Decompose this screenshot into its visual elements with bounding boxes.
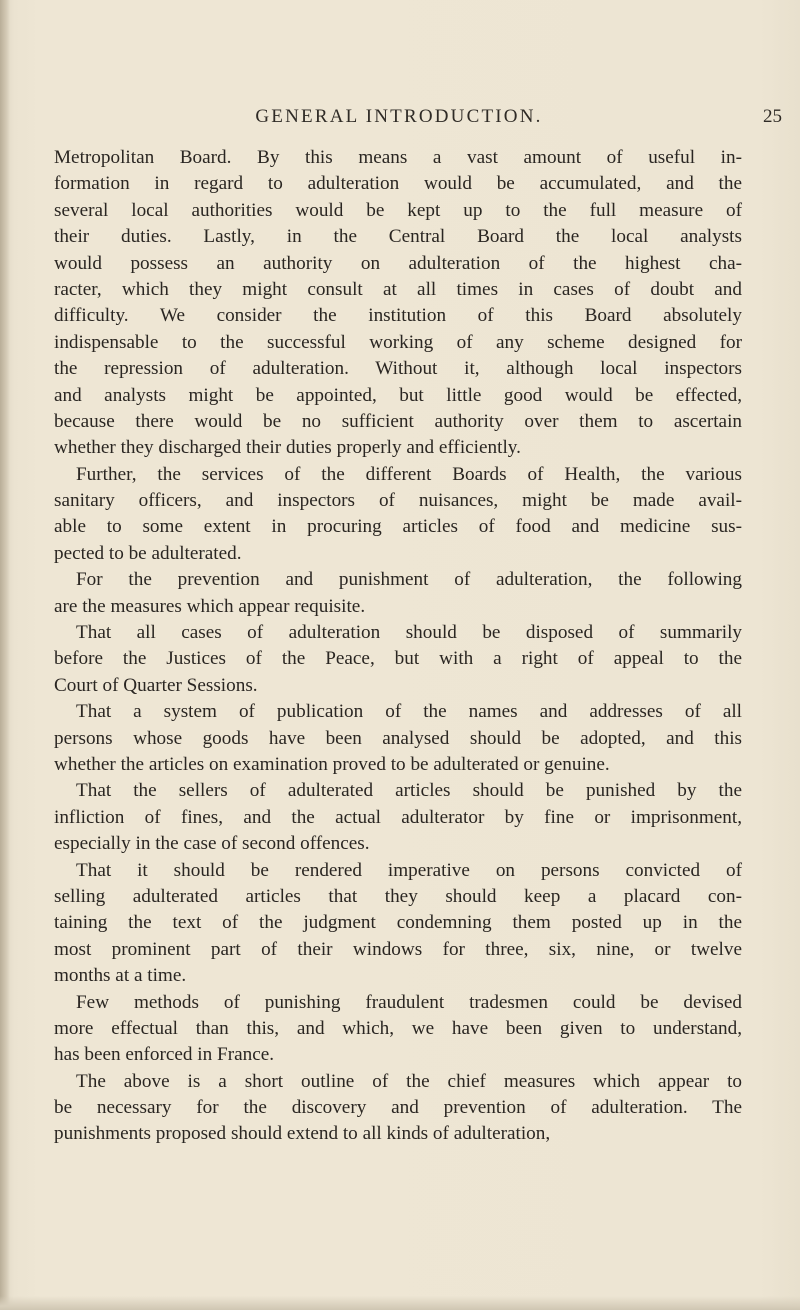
text-line: their duties. Lastly, in the Central Board the local analysts xyxy=(54,226,742,248)
running-head xyxy=(54,106,794,134)
text-line: whether the articles on examination proved to be adulterated or genuine. xyxy=(54,753,610,775)
text-line: most prominent part of their windows for three, six, nine, or twelve xyxy=(54,938,742,960)
text-line: be necessary for the discovery and prevention of adulteration. The xyxy=(54,1097,742,1119)
text-line: taining the text of the judgment condemning them posted up in the xyxy=(54,912,742,934)
page-gutter-shadow xyxy=(0,0,10,1310)
text-line: able to some extent in procuring articles of food and medicine sus- xyxy=(54,516,742,538)
paragraph-first-line: Further, the services of the different Boards of Health, the various xyxy=(76,463,742,485)
text-line: has been enforced in France. xyxy=(54,1044,275,1066)
paragraph-first-line: That the sellers of adulterated articles should be punished by the xyxy=(76,780,742,802)
paragraph-first-line: That all cases of adulteration should be disposed of summarily xyxy=(76,622,742,644)
text-line: Metropolitan Board. By this means a vast amount of useful in- xyxy=(54,147,742,168)
page-number: 25 xyxy=(763,106,782,127)
text-line: several local authorities would be kept up to the full measure of xyxy=(54,199,742,221)
text-line: racter, which they might consult at all times in cases of doubt and xyxy=(54,278,742,300)
text-line: difficulty. We consider the institution of this Board absolutely xyxy=(54,305,742,327)
body-text xyxy=(54,145,742,1148)
text-line: whether they discharged their duties properly and efficiently. xyxy=(54,437,521,459)
text-line: pected to be adulterated. xyxy=(54,542,242,564)
text-line: especially in the case of second offences. xyxy=(54,833,370,855)
page-bottom-edge xyxy=(0,1296,800,1310)
text-line: Court of Quarter Sessions. xyxy=(54,674,258,696)
text-line: selling adulterated articles that they should keep a placard con- xyxy=(54,885,742,907)
text-line: the repression of adulteration. Without it, although local inspectors xyxy=(54,358,742,380)
paragraph-first-line: That a system of publication of the names and addresses of all xyxy=(76,701,742,723)
text-line: and analysts might be appointed, but little good would be effected, xyxy=(54,384,742,406)
text-line: would possess an authority on adulteration of the highest cha- xyxy=(54,252,742,274)
text-line: infliction of fines, and the actual adulterator by fine or imprisonment, xyxy=(54,806,742,828)
text-line: sanitary officers, and inspectors of nuisances, might be made avail- xyxy=(54,490,742,512)
paragraph-first-line: For the prevention and punishment of adulteration, the following xyxy=(76,569,742,591)
text-line: persons whose goods have been analysed should be adopted, and this xyxy=(54,727,742,749)
text-line: are the measures which appear requisite. xyxy=(54,595,366,617)
text-line: punishments proposed should extend to all kinds of adulteration, xyxy=(54,1123,551,1145)
paragraph-first-line: Few methods of punishing fraudulent tradesmen could be devised xyxy=(76,991,742,1013)
text-line: months at a time. xyxy=(54,965,187,987)
text-line: because there would be no sufficient authority over them to ascertain xyxy=(54,410,742,432)
text-line: more effectual than this, and which, we have been given to understand, xyxy=(54,1017,742,1039)
text-line: before the Justices of the Peace, but with a right of appeal to the xyxy=(54,648,742,670)
paragraph-first-line: That it should be rendered imperative on persons convicted of xyxy=(76,859,742,881)
text-line: indispensable to the successful working of any scheme designed for xyxy=(54,331,742,353)
running-title: GENERAL INTRODUCTION. xyxy=(255,106,543,127)
text-line: formation in regard to adulteration would be accumulated, and the xyxy=(54,173,742,195)
paragraph-first-line: The above is a short outline of the chief measures which appear to xyxy=(76,1070,742,1092)
